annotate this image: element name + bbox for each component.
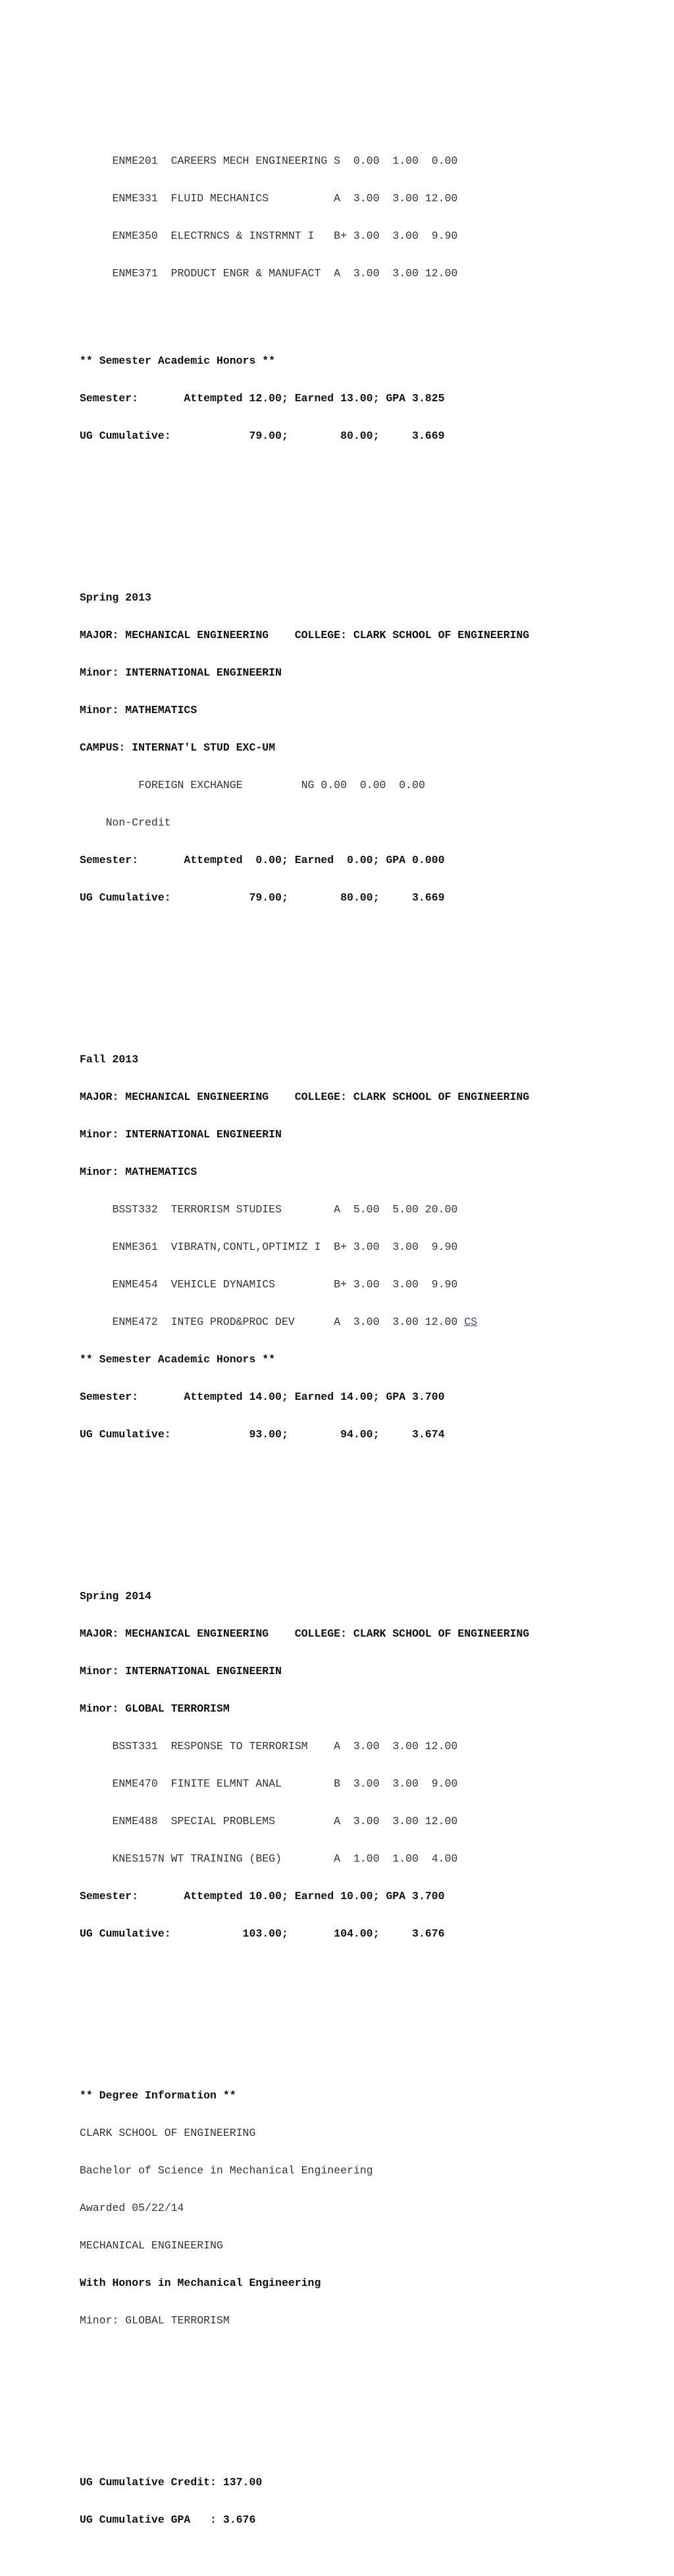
prev-semester-courses — [80, 130, 659, 305]
term-title: Spring 2014 — [80, 1590, 151, 1602]
cumulative-totals: UG Cumulative: 79.00; 80.00; 3.669 — [80, 891, 445, 904]
minor-line: Minor: INTERNATIONAL ENGINEERIN — [80, 1128, 282, 1141]
course-row: ENME331 FLUID MECHANICS A 3.00 3.00 12.00 — [80, 192, 458, 205]
course-row: ENME470 FINITE ELMNT ANAL B 3.00 3.00 9.00 — [80, 1777, 458, 1790]
course-row: ENME488 SPECIAL PROBLEMS A 3.00 3.00 12.00 — [80, 1815, 458, 1827]
cumulative-totals: UG Cumulative: 103.00; 104.00; 3.676 — [80, 1927, 445, 1940]
degree-minor: Minor: GLOBAL TERRORISM — [80, 2314, 230, 2327]
major-line: MAJOR: MECHANICAL ENGINEERING COLLEGE: CLARK SCHOOL OF ENGINEERING — [80, 1091, 530, 1103]
cumulative-totals: UG Cumulative: 79.00; 80.00; 3.669 — [80, 430, 445, 442]
term-spring-2013 — [80, 566, 659, 929]
minor-line: Minor: INTERNATIONAL ENGINEERIN — [80, 1665, 282, 1677]
cumulative-gpa: UG Cumulative GPA : 3.676 — [80, 2514, 256, 2526]
term-fall-2013 — [80, 1028, 659, 1466]
course-row: ENME371 PRODUCT ENGR & MANUFACT A 3.00 3.00 12.00 — [80, 267, 458, 280]
cumulative-summary — [80, 2451, 659, 2551]
degree-information — [80, 2064, 659, 2352]
course-row: ENME350 ELECTRNCS & INSTRMNT I B+ 3.00 3.00 9.90 — [80, 230, 458, 242]
minor-line: Minor: INTERNATIONAL ENGINEERIN — [80, 666, 282, 679]
course-row: BSST332 TERRORISM STUDIES A 5.00 5.00 20.00 — [80, 1203, 458, 1216]
cumulative-totals: UG Cumulative: 93.00; 94.00; 3.674 — [80, 1428, 445, 1441]
degree-heading: ** Degree Information ** — [80, 2089, 236, 2102]
cumulative-credit: UG Cumulative Credit: 137.00 — [80, 2476, 263, 2489]
spacer — [80, 2002, 659, 2014]
semester-totals: Semester: Attempted 12.00; Earned 13.00; GPA 3.825 — [80, 392, 445, 405]
course-row — [80, 1316, 659, 1328]
spacer — [80, 966, 659, 978]
transcript-page — [80, 80, 659, 2576]
course-row: ENME361 VIBRATN,CONTL,OPTIMIZ I B+ 3.00 3.00 9.90 — [80, 1241, 458, 1253]
honors-label: ** Semester Academic Honors ** — [80, 355, 276, 367]
minor-line: Minor: MATHEMATICS — [80, 1166, 197, 1178]
major-line: MAJOR: MECHANICAL ENGINEERING COLLEGE: CLARK SCHOOL OF ENGINEERING — [80, 629, 530, 641]
minor-line: Minor: GLOBAL TERRORISM — [80, 1702, 230, 1715]
term-spring-2014 — [80, 1565, 659, 1965]
degree-honors: With Honors in Mechanical Engineering — [80, 2277, 321, 2289]
honors-label: ** Semester Academic Honors ** — [80, 1353, 276, 1366]
term-title: Fall 2013 — [80, 1053, 139, 1066]
term-title: Spring 2013 — [80, 591, 151, 604]
spacer — [80, 1503, 659, 1515]
prev-semester-summary — [80, 330, 659, 467]
minor-line: Minor: MATHEMATICS — [80, 704, 197, 716]
degree-name: Bachelor of Science in Mechanical Engineering — [80, 2164, 373, 2177]
course-row: ENME201 CAREERS MECH ENGINEERING S 0.00 1.00 0.00 — [80, 155, 458, 167]
course-row: ENME454 VEHICLE DYNAMICS B+ 3.00 3.00 9.90 — [80, 1278, 458, 1291]
spacer — [80, 2389, 659, 2401]
semester-totals: Semester: Attempted 0.00; Earned 0.00; GPA 0.000 — [80, 854, 445, 866]
course-row: FOREIGN EXCHANGE NG 0.00 0.00 0.00 — [80, 779, 425, 791]
course-row: KNES157N WT TRAINING (BEG) A 1.00 1.00 4.00 — [80, 1852, 458, 1865]
course-note: Non-Credit — [80, 816, 171, 829]
cs-link[interactable]: CS — [464, 1316, 478, 1328]
degree-college: CLARK SCHOOL OF ENGINEERING — [80, 2127, 256, 2139]
degree-awarded: Awarded 05/22/14 — [80, 2202, 184, 2214]
course-row-text: ENME472 INTEG PROD&PROC DEV A 3.00 3.00 12.00 — [80, 1316, 465, 1328]
spacer — [80, 505, 659, 516]
campus-line: CAMPUS: INTERNAT'L STUD EXC-UM — [80, 741, 276, 754]
degree-major: MECHANICAL ENGINEERING — [80, 2239, 223, 2252]
semester-totals: Semester: Attempted 10.00; Earned 10.00; GPA 3.700 — [80, 1890, 445, 1902]
course-row: BSST331 RESPONSE TO TERRORISM A 3.00 3.00 12.00 — [80, 1740, 458, 1752]
major-line: MAJOR: MECHANICAL ENGINEERING COLLEGE: CLARK SCHOOL OF ENGINEERING — [80, 1627, 530, 1640]
semester-totals: Semester: Attempted 14.00; Earned 14.00; GPA 3.700 — [80, 1391, 445, 1403]
